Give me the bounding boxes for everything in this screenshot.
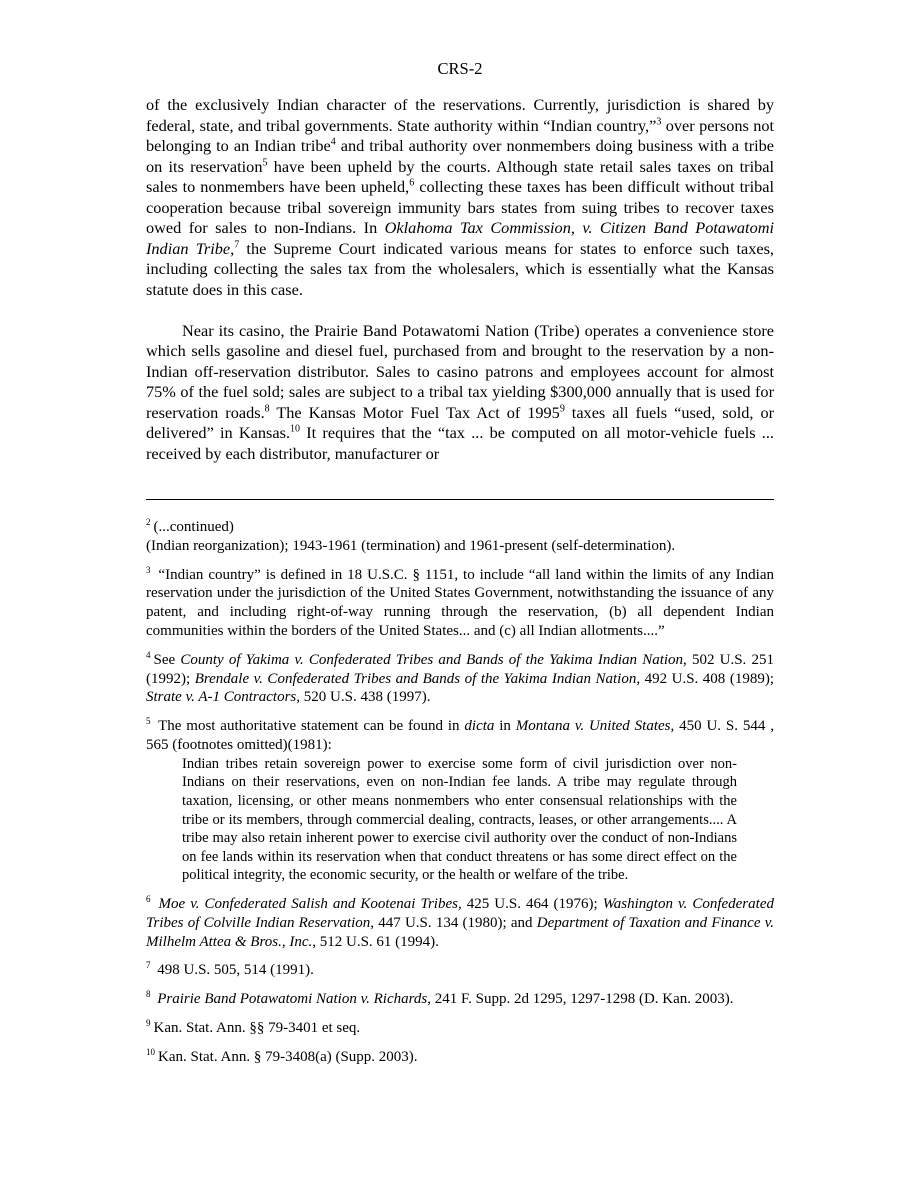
footnote-6: $^6$ Moe v. Confederated Salish and Kootenai Tribes, 425 U.S. 464 (1976); Washington v. Confederated Tribes of Colville Indian Reservation, 447 U.S. 134 (1980); and Department of Taxation and Finance v. Milhelm Attea & Bros., Inc., 512 U.S. 61 (1994). bbox=[146, 893, 774, 950]
page-header: CRS-2 bbox=[437, 59, 483, 78]
body-text bbox=[146, 95, 774, 464]
footnote-2: $^2$ (...continued) bbox=[146, 517, 234, 535]
footnote-9: $^9$ Kan. Stat. Ann. §§ 79-3401 et seq. bbox=[146, 1017, 361, 1036]
block-quote: Indian tribes retain sovereign power to exercise some form of civil jurisdiction over non-Indians on their reservations, even on non-Indian fee lands. A tribe may regulate through taxation, licensing, or other means nonmembers who enter consensual relationships with the tribe or its members, through commercial dealing, contracts, leases, or other arrangements.... A tribe may also retain inherent power to exercise civil authority over the conduct of non-Indians on fee lands within its reservation when that conduct threatens or has some direct effect on the political integrity, the economic security, or the health or welfare of the tribe. bbox=[182, 755, 737, 884]
footnote-ref[interactable]: 3 bbox=[656, 116, 662, 128]
footnote-ref[interactable]: 6 bbox=[409, 177, 415, 189]
footnote-2-continued: (Indian reorganization); 1943-1961 (termination) and 1961-present (self-determination). bbox=[146, 537, 676, 554]
case-citation: Oklahoma Tax Commission, v. Citizen Band Potawatomi Indian Tribe, bbox=[146, 218, 774, 258]
footnote-ref[interactable]: 9 bbox=[559, 403, 565, 415]
footnote-ref[interactable]: 8 bbox=[264, 403, 270, 415]
footnote-8: $^8$ Prairie Band Potawatomi Nation v. Richards, 241 F. Supp. 2d 1295, 1297-1298 (D. Kan. 2003). bbox=[146, 989, 734, 1008]
footnote-4: $^4$ See County of Yakima v. Confederated Tribes and Bands of the Yakima Indian Nation, 502 U.S. 251 (1992); Brendale v. Confederated Tribes and Bands of the Yakima Indian Nation, 492 U.S. 408 (1989); Strate v. A-1 Contractors, 520 U.S. 438 (1997). bbox=[146, 649, 774, 706]
footnote-3: $^3$ “Indian country” is defined in 18 U.S.C. § 1151, to include “all land within the limits of any Indian reservation under the jurisdiction of the United States Government, notwithstanding the issuance of any patent, and including right-of-way running through the reservation, (b) all dependent Indian communities within the borders of the United States... and (c) all Indian allotments....” bbox=[146, 564, 774, 639]
footnotes bbox=[146, 518, 774, 1077]
paragraph-2: Near its casino, the Prairie Band Potawatomi Nation (Tribe) operates a convenience store which sells gasoline and diesel fuel, purchased from and brought to the reservation by a non-Indian off-reservation distributor. Sales to casino patrons and employees account for almost 75% of the fuel sold; sales are subject to a tribal tax yielding $300,000 annually that is used for reservation roads.$^8$ The Kansas Motor Fuel Tax Act of 1995$^9$ taxes all fuels “used, sold, or delivered” in Kansas.$^{10}$ It requires that the “tax ... be computed on all motor-vehicle fuels ... received by each distributor, manufacturer or bbox=[146, 320, 775, 463]
footnote-10: $^{10}$ Kan. Stat. Ann. § 79-3408(a) (Supp. 2003). bbox=[146, 1046, 418, 1065]
footnote-ref[interactable]: 4 bbox=[330, 136, 336, 148]
footnote-5: $^5$ The most authoritative statement can be found in dicta in Montana v. United States, 450 U. S. 544 , 565 (footnotes omitted)(1981): bbox=[146, 716, 774, 753]
footnote-ref[interactable]: 5 bbox=[262, 157, 268, 169]
paragraph-1: of the exclusively Indian character of the reservations. Currently, jurisdiction is shared by federal, state, and tribal governments. State authority within “Indian country,”$^3$ over persons not belonging to an Indian tribe$^4$ and tribal authority over nonmembers doing business with a tribe on its reservation$^5$ have been upheld by the courts. Although state retail sales taxes on tribal sales to nonmembers have been upheld,$^6$ collecting these taxes has been difficult without tribal cooperation because tribal sovereign immunity bars states from suing tribes to recover taxes owed for sales to non-Indians. In Oklahoma Tax Commission, v. Citizen Band Potawatomi Indian Tribe,$^7$ the Supreme Court indicated various means for states to enforce such taxes, including collecting the sales tax from the wholesalers, which is essentially what the Kansas statute does in this case. bbox=[146, 95, 775, 299]
footnote-divider bbox=[146, 499, 774, 500]
footnote-ref[interactable]: 10 bbox=[290, 423, 301, 435]
footnote-7: $^7$ 498 U.S. 505, 514 (1991). bbox=[146, 960, 314, 979]
footnote-ref[interactable]: 7 bbox=[234, 239, 240, 251]
